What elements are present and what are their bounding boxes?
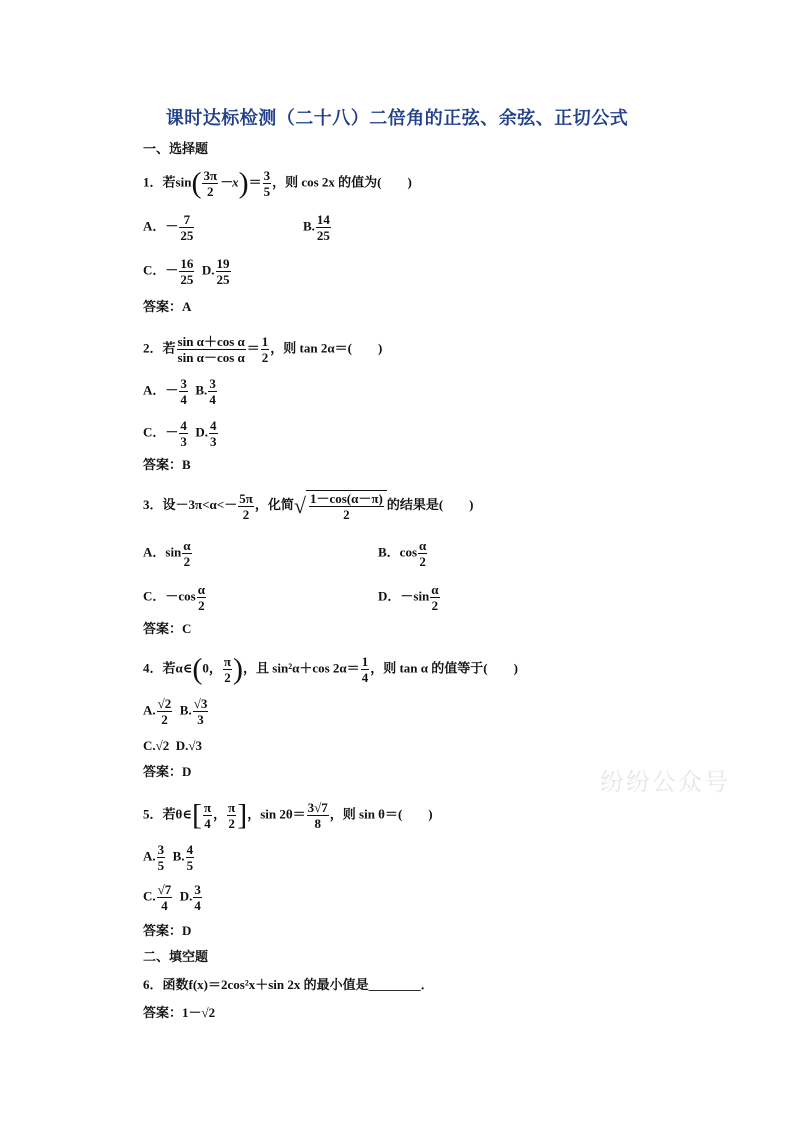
question-2: 2．若 $\frac{\text{sin α＋cos α}}{\text{sin α－cos α}}$ ＝ $\frac{1}{2}$ ，则 tan 2α＝( ) bbox=[143, 334, 383, 365]
answer-5: 答案：D bbox=[143, 923, 192, 938]
answer-4: 答案：D bbox=[143, 764, 192, 779]
option-b: B. $\frac{14}{25}$ bbox=[303, 212, 330, 243]
answer-2: 答案：B bbox=[143, 457, 191, 472]
option-c-d: C．－ $\frac{16}{25}$ D. $\frac{19}{25}$ bbox=[143, 256, 230, 287]
option-c-d: C. $\frac{√7}{4}$ D. $\frac{3}{4}$ bbox=[143, 882, 201, 913]
fraction: $\frac{3\pi}{2}$ bbox=[203, 168, 218, 199]
question-3: 3．设－3π<α<－ $\frac{5\pi}{2}$ ，化简√ $\frac{1-\cos(\alpha-\pi)}{2}$ 的结果是( ) bbox=[143, 490, 474, 522]
option-c: C．－cos $\frac{\alpha}{2}$ bbox=[143, 582, 205, 613]
option-c-d: C．－ $\frac{4}{3}$ D. $\frac{4}{3}$ bbox=[143, 418, 217, 449]
answer-3: 答案：C bbox=[143, 621, 192, 636]
question-1: 1．若sin( $\frac{3\pi}{2}$ －x)＝ $\frac{3}{5}$ ，则 cos 2x 的值为( ) bbox=[143, 166, 412, 200]
option-a-b: A. $\frac{√2}{2}$ B. $\frac{√3}{3}$ bbox=[143, 696, 208, 727]
option-a: A．sin $\frac{\alpha}{2}$ bbox=[143, 538, 191, 569]
option-a-b: A．－ $\frac{3}{4}$ B. $\frac{3}{4}$ bbox=[143, 376, 216, 407]
question-5: 5．若θ∈[ $\frac{\pi}{4}$ ， $\frac{\pi}{2}$ ]，sin 2θ＝ $\frac{3√7}{8}$ ，则 sin θ＝( ) bbox=[143, 798, 433, 832]
page-title: 课时达标检测（二十八）二倍角的正弦、余弦、正切公式 bbox=[165, 108, 629, 128]
section-heading-choice: 一、选择题 bbox=[143, 141, 209, 156]
square-root: √ $\frac{1-\cos(\alpha-\pi)}{2}$ bbox=[294, 490, 387, 522]
option-c-d: C.√2 D.√3 bbox=[143, 738, 203, 753]
answer-6: 答案：1－√2 bbox=[143, 1005, 216, 1020]
option-a-b: A. $\frac{3}{5}$ B. $\frac{4}{5}$ bbox=[143, 842, 194, 873]
answer-1: 答案：A bbox=[143, 299, 192, 314]
option-d: D．－sin $\frac{\alpha}{2}$ bbox=[378, 582, 439, 613]
question-6: 6．函数f(x)＝2cos²x＋sin 2x 的最小值是________． bbox=[143, 977, 434, 992]
option-a: A．－ $\frac{7}{25}$ bbox=[143, 212, 194, 243]
section-heading-fill: 二、填空题 bbox=[143, 949, 209, 964]
question-4: 4．若α∈(0， $\frac{\pi}{2}$ )，且 sin²α＋cos 2α＝ $\frac{1}{4}$ ，则 tan α 的值等于( ) bbox=[143, 652, 518, 686]
watermark: 纷纷公众号 bbox=[600, 768, 730, 796]
fraction: $\frac{3}{5}$ bbox=[263, 168, 271, 199]
option-b: B．cos $\frac{\alpha}{2}$ bbox=[378, 538, 427, 569]
